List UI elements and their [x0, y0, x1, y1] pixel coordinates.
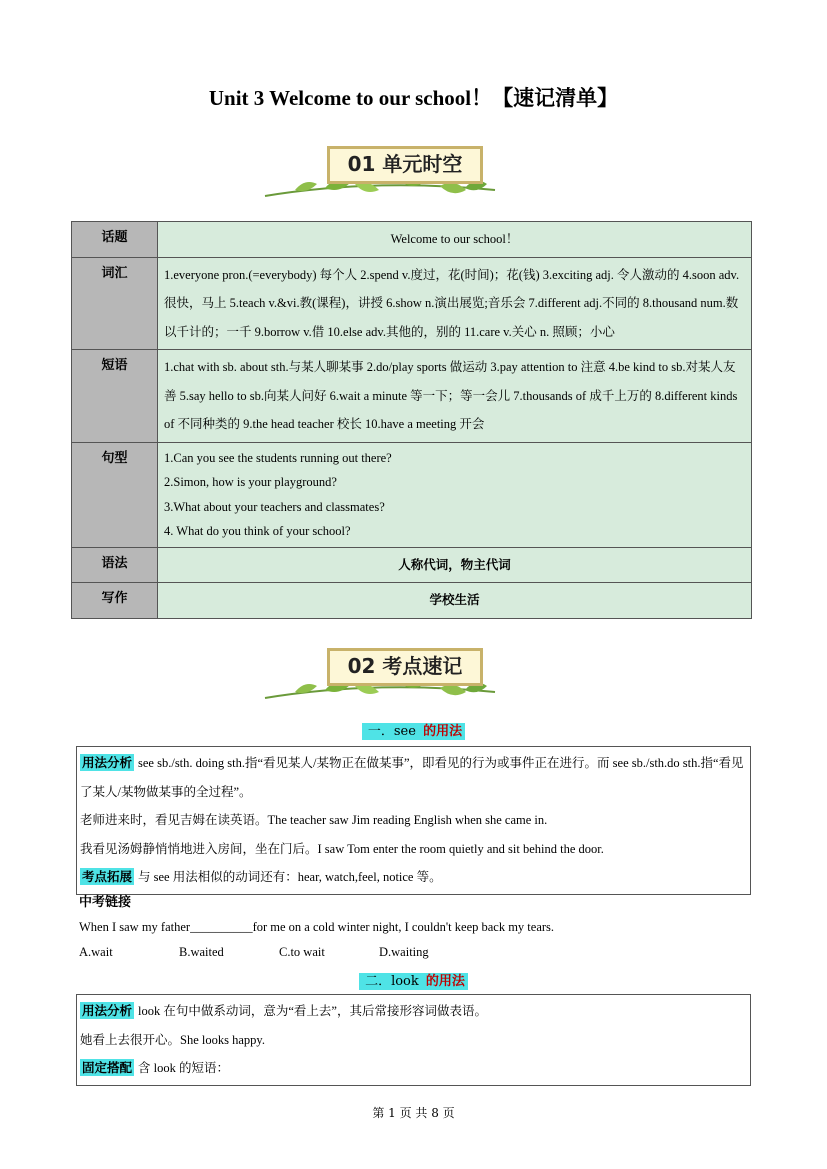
usage-box-look	[76, 994, 751, 1086]
sentence-item: 3.What about your teachers and classmates?	[164, 499, 385, 514]
banner-label: 01 单元时空	[327, 146, 483, 184]
table-row	[72, 583, 752, 619]
unit-overview-table	[71, 221, 752, 619]
fixed-collocation	[80, 1054, 748, 1083]
row-header: 话题	[72, 222, 158, 258]
topic-cell: Welcome to our school！	[158, 222, 752, 258]
vocab-cell: 1.everyone pron.(=everybody) 每个人 2.spend v.度过，花(时间)；花(钱) 3.exciting adj. 令人激动的 4.soon adv.很快，马上 5.teach v.&vi.教(课程)，讲授 6.show n.演出展览;音乐会 7.different adj.不同的 8.thousand num.数以千计的；一千 9.borrow v.借 10.else adv.其他的，别的 11.care v.关心 n. 照顾；小心	[158, 257, 752, 350]
row-header: 语法	[72, 547, 158, 583]
tag-label: 考点拓展	[82, 869, 133, 884]
extension	[80, 863, 748, 892]
section-number: 二．look	[362, 973, 422, 990]
writing-cell: 学校生活	[158, 583, 752, 619]
tag-label: 用法分析	[82, 1003, 133, 1018]
example-line: 我看见汤姆静悄悄地进入房间，坐在门后。I saw Tom enter the room quietly and sit behind the door.	[80, 841, 604, 856]
row-header: 句型	[72, 442, 158, 547]
table-row	[72, 222, 752, 258]
usage-box-see	[76, 746, 751, 895]
answer-options	[79, 945, 479, 960]
table-row	[72, 442, 752, 547]
table-row	[72, 547, 752, 583]
collocation-text: 含 look 的短语：	[138, 1061, 229, 1075]
page-footer: 第 1 页 共 8 页	[372, 1106, 455, 1120]
exam-link-label: 中考链接	[79, 895, 132, 910]
phrase-cell: 1.chat with sb. about sth.与某人聊某事 2.do/play sports 做运动 3.pay attention to 注意 4.be kind to sb.对某人友善 5.say hello to sb.向某人问好 6.wait a minute 等一下；等一会儿 7.thousands of 成千上万的 8.different kinds of 不同种类的 9.the head teacher 校长 10.have a meeting 开会	[158, 350, 752, 443]
sentence-item: 4. What do you think of your school?	[164, 524, 351, 538]
exam-question: When I saw my father__________for me on a cold winter night, I couldn't keep back my tears.	[79, 920, 555, 934]
section-heading-see	[0, 720, 827, 739]
banner-label: 02 考点速记	[327, 648, 483, 686]
section-heading-highlight	[362, 723, 465, 740]
tag-label: 用法分析	[82, 755, 133, 770]
table-row	[72, 257, 752, 350]
example-line: 她看上去很开心。She looks happy.	[80, 1032, 265, 1047]
row-header: 词汇	[72, 257, 158, 350]
sentence-item: 2.Simon, how is your playground?	[164, 475, 337, 489]
option: B.waited	[179, 945, 224, 959]
example-line: 老师进来时，看见吉姆在读英语。The teacher saw Jim reading English when she came in.	[80, 813, 548, 827]
section-banner-1	[255, 138, 505, 208]
section-title: 的用法	[423, 724, 463, 739]
table-row	[72, 350, 752, 443]
usage-text: look 在句中做系动词，意为“看上去”，其后常接形容词做表语。	[138, 1004, 487, 1018]
row-header: 短语	[72, 350, 158, 443]
extension-text: 与 see 用法相似的动词还有：hear, watch,feel, notice 等。	[138, 870, 442, 884]
section-banner-2	[255, 640, 505, 710]
usage-text: see sb./sth. doing sth.指“看见某人/某物正在做某事”，即看见的行为或事件正在进行。而 see sb./sth.do sth.指“看见了某人/某物做某事的全过程”。	[80, 756, 744, 799]
option: D.waiting	[379, 945, 429, 959]
sentence-cell	[158, 442, 752, 547]
section-title: 的用法	[425, 974, 465, 989]
option: A.wait	[79, 945, 113, 959]
grammar-cell: 人称代词，物主代词	[158, 547, 752, 583]
section-number: 一．see	[365, 723, 419, 740]
row-header: 写作	[72, 583, 158, 619]
tag-label: 固定搭配	[82, 1060, 133, 1075]
sentence-item: 1.Can you see the students running out there?	[164, 450, 392, 465]
page-title: Unit 3 Welcome to our school！【速记清单】	[208, 86, 619, 110]
section-heading-highlight	[359, 973, 468, 990]
usage-analysis	[80, 749, 748, 806]
usage-analysis	[80, 997, 748, 1026]
option: C.to wait	[279, 945, 325, 959]
section-heading-look	[0, 970, 827, 989]
